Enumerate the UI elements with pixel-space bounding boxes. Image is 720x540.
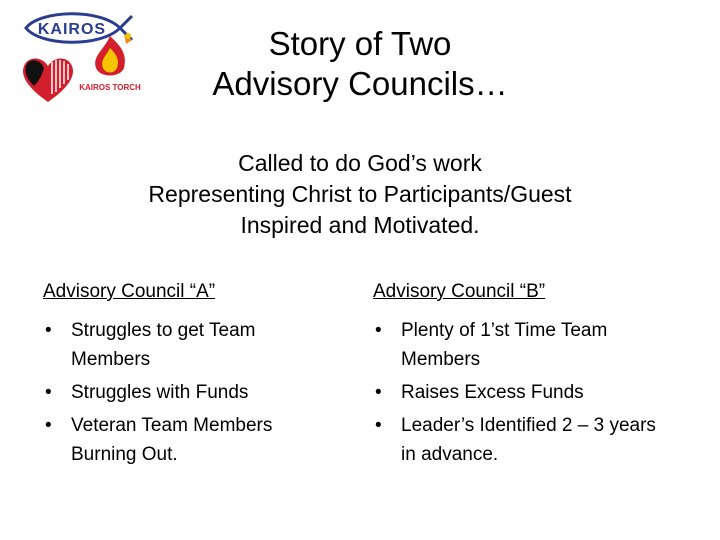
bullet-icon: • bbox=[375, 382, 382, 403]
kairos-logo-text: KAIROS bbox=[37, 21, 107, 38]
slide-title bbox=[140, 24, 580, 104]
list-item-text: Leader’s Identified 2 – 3 years in advance. bbox=[401, 415, 656, 465]
list-item-text: Struggles to get Team Members bbox=[71, 320, 256, 370]
council-b-heading: Advisory Council “B” bbox=[373, 281, 546, 302]
bullet-icon: • bbox=[45, 382, 52, 403]
council-b-list bbox=[373, 316, 668, 469]
torch-logo-text: KAIROS TORCH bbox=[79, 83, 141, 92]
subtitle-line-3: Inspired and Motivated. bbox=[240, 212, 480, 238]
slide-subtitle bbox=[60, 148, 660, 241]
slide-title-line-2: Advisory Councils… bbox=[212, 65, 508, 102]
list-item-text: Veteran Team Members Burning Out. bbox=[71, 415, 273, 465]
bullet-icon: • bbox=[45, 320, 52, 341]
subtitle-line-1: Called to do God’s work bbox=[238, 150, 482, 176]
slide-title-line-1: Story of Two bbox=[268, 25, 452, 62]
list-item bbox=[43, 316, 338, 374]
list-item-text: Plenty of 1’st Time Team Members bbox=[401, 320, 608, 370]
bullet-icon: • bbox=[375, 320, 382, 341]
list-item bbox=[373, 411, 668, 469]
council-a-column bbox=[43, 280, 338, 473]
list-item-text: Raises Excess Funds bbox=[401, 382, 584, 403]
bullet-icon: • bbox=[375, 415, 382, 436]
torch-logo bbox=[79, 30, 141, 106]
list-item bbox=[373, 378, 668, 407]
council-b-column bbox=[373, 280, 668, 473]
bullet-icon: • bbox=[45, 415, 52, 436]
heart-logo bbox=[18, 52, 78, 104]
subtitle-line-2: Representing Christ to Participants/Guest bbox=[148, 181, 572, 207]
list-item bbox=[43, 378, 338, 407]
list-item bbox=[43, 411, 338, 469]
council-a-heading: Advisory Council “A” bbox=[43, 281, 216, 302]
council-a-list bbox=[43, 316, 338, 469]
list-item bbox=[373, 316, 668, 374]
list-item-text: Struggles with Funds bbox=[71, 382, 249, 403]
